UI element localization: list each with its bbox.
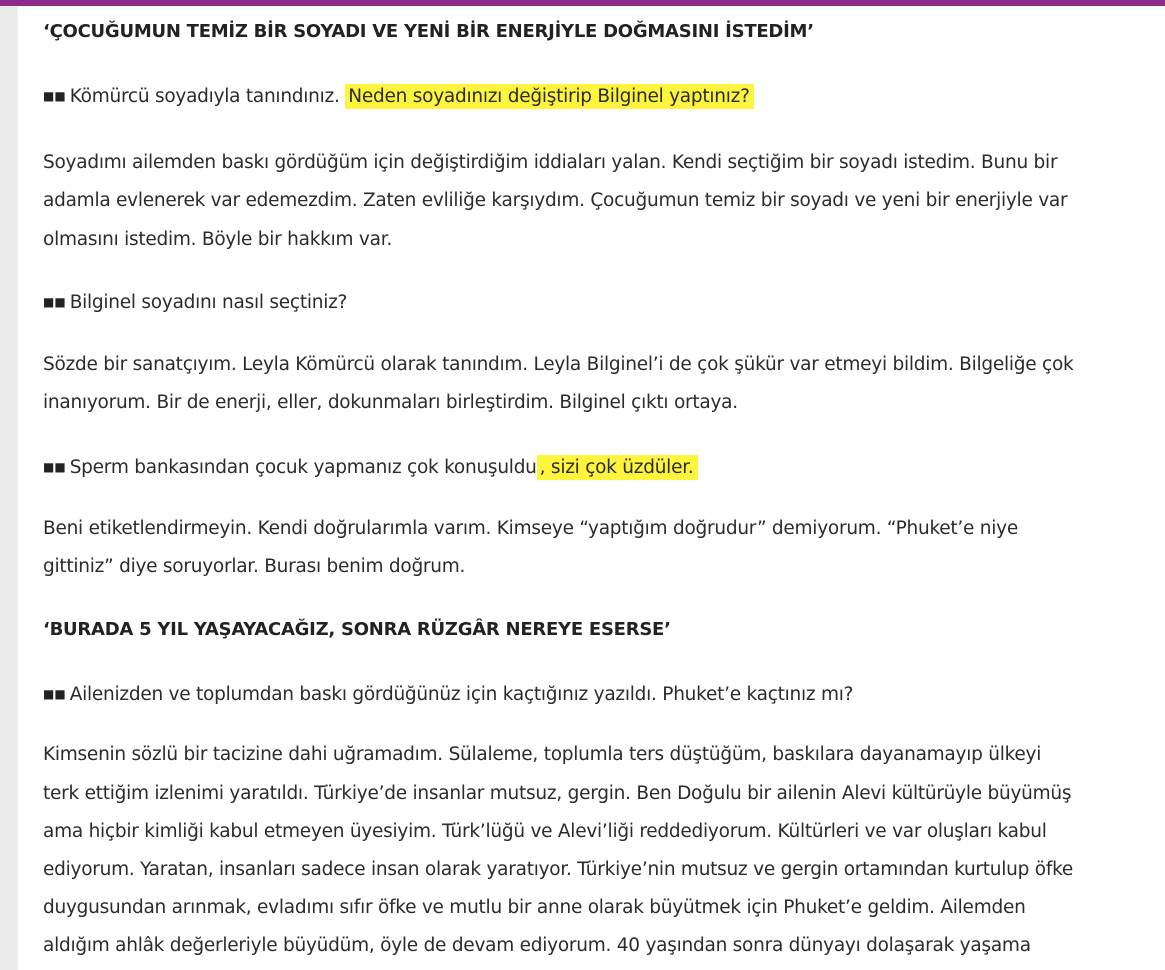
answer-3-line: Beni etiketlendirmeyin. Kendi doğrularımla varım. Kimseye “yaptığım doğrudur” demiyorum. “Phuket’e niye	[43, 518, 1018, 539]
question-marker-icon: ■■	[43, 89, 66, 103]
question-marker-icon: ■■	[43, 295, 66, 309]
question-1-text: Kömürcü soyadıyla tanındınız.	[69, 86, 340, 107]
question-2	[43, 290, 347, 315]
answer-4-line: duygusundan arınmak, evladımı sıfır öfke ve mutlu bir anne olarak büyütmek için Phuket’e geldim. Ailemden	[43, 897, 1026, 918]
answer-2-line: inanıyorum. Bir de enerji, eller, dokunmaları birleştirdim. Bilginel çıktı ortaya.	[43, 392, 738, 413]
question-3-text: Sperm bankasından çocuk yapmanız çok konuşuldu	[69, 457, 537, 478]
section-heading-1: ‘ÇOCUĞUMUN TEMİZ BİR SOYADI VE YENİ BİR ENERJİYLE DOĞMASINI İSTEDİM’	[43, 21, 814, 42]
answer-4-line: ama hiçbir kimliği kabul etmeyen üyesiyim. Türk’lüğü ve Alevi’liği reddediyorum. Kültürleri ve var oluşları kabul	[43, 821, 1047, 842]
question-3	[43, 455, 698, 480]
answer-1-line: Soyadımı ailemden baskı gördüğüm için değiştirdiğim iddiaları yalan. Kendi seçtiğim bir soyadı istedim. Bunu bir	[43, 152, 1058, 173]
answer-3-line: gittiniz” diye soruyorlar. Burası benim doğrum.	[43, 556, 466, 577]
question-4	[43, 682, 853, 707]
answer-1-line: olmasını istedim. Böyle bir hakkım var.	[43, 229, 393, 250]
question-marker-icon: ■■	[43, 460, 66, 474]
question-1	[43, 84, 754, 109]
answer-1-line: adamla evlenerek var edemezdim. Zaten evliliğe karşıydım. Çocuğumun temiz bir soyadı ve yeni bir enerjiyle var	[43, 190, 1068, 211]
question-1-highlight: Neden soyadınızı değiştirip Bilginel yaptınız?	[345, 84, 753, 109]
question-3-highlight: , sizi çok üzdüler.	[537, 455, 698, 480]
top-accent-bar	[0, 0, 1165, 6]
question-2-text: Bilginel soyadını nasıl seçtiniz?	[69, 292, 348, 313]
answer-4-line: ediyorum. Yaratan, insanları sadece insan olarak yaratıyor. Türkiye’nin mutsuz ve gergin ortamından kurtulup öfke	[43, 859, 1074, 880]
question-4-text: Ailenizden ve toplumdan baskı gördüğünüz için kaçtığınız yazıldı. Phuket’e kaçtınız mı?	[69, 684, 854, 705]
question-marker-icon: ■■	[43, 687, 66, 701]
section-heading-2: ‘BURADA 5 YIL YAŞAYACAĞIZ, SONRA RÜZGÂR NEREYE ESERSE’	[43, 619, 671, 640]
left-margin-rail	[0, 6, 18, 970]
answer-2-line: Sözde bir sanatçıyım. Leyla Kömürcü olarak tanındım. Leyla Bilginel’i de çok şükür var etmeyi bildim. Bilgeliğe çok	[43, 354, 1074, 375]
answer-4-line: aldığım ahlâk değerleriyle büyüdüm, öyle de devam ediyorum. 40 yaşından sonra dünyayı dolaşarak yaşama	[43, 935, 1031, 956]
answer-4-line: Kimsenin sözlü bir tacizine dahi uğramadım. Sülaleme, toplumla ters düştüğüm, baskılara dayanamayıp ülkeyi	[43, 744, 1042, 765]
answer-4-line: terk ettiğim izlenimi yaratıldı. Türkiye’de insanlar mutsuz, gergin. Ben Doğulu bir ailenin Alevi kültürüyle büyümüş	[43, 783, 1072, 804]
